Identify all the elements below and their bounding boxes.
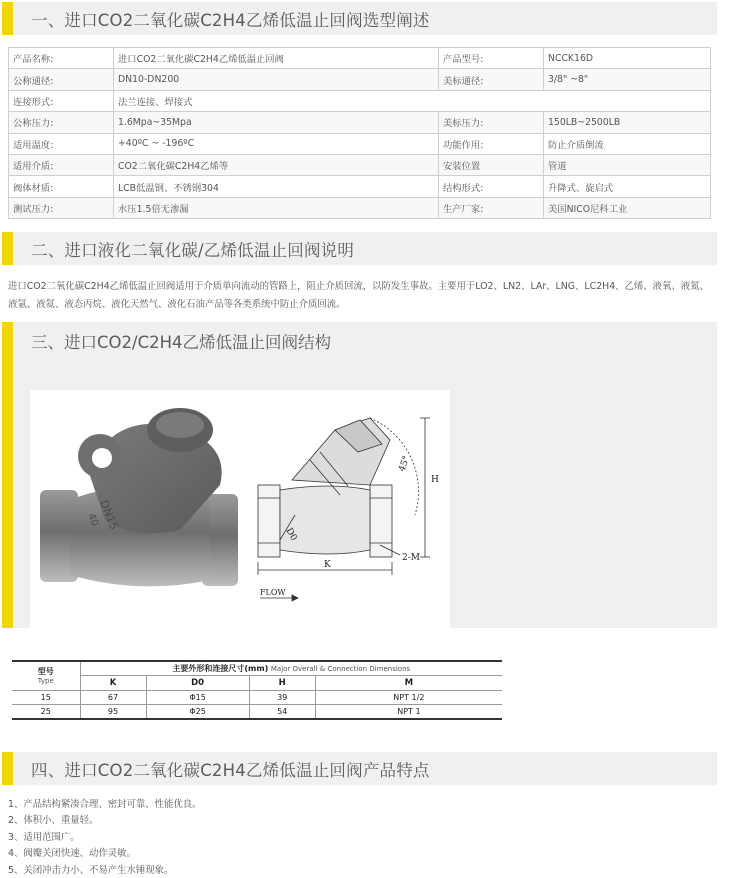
valve-illustration (30, 390, 450, 628)
dims-value: Φ15 (146, 690, 249, 705)
dims-type: 15 (12, 690, 80, 705)
spec-row (9, 69, 711, 90)
section-title: 四、进口CO2二氧化碳C2H4乙烯低温止回阀产品特点 (31, 760, 430, 780)
spec-value: DN10-DN200 (114, 69, 439, 90)
valve-image (30, 390, 450, 628)
spec-label: 阀体材质: (9, 176, 114, 197)
section-title: 一、进口CO2二氧化碳C2H4乙烯低温止回阀选型阐述 (31, 10, 430, 30)
spec-label: 功能作用: (439, 133, 544, 154)
dims-header: 主要外形和连接尺寸(mm) Major Overall & Connection Dimensions (80, 661, 502, 676)
spec-value: 法兰连接、焊接式 (114, 90, 711, 111)
spec-row (9, 90, 711, 111)
dims-value: 54 (249, 705, 315, 720)
dims-value: 67 (80, 690, 146, 705)
spec-value: 防止介质倒流 (544, 133, 711, 154)
spec-row (9, 48, 711, 69)
spec-value: CO2二氧化碳C2H4乙烯等 (114, 154, 439, 175)
spec-label: 适用温度: (9, 133, 114, 154)
feature-item: 5、关闭冲击力小、不易产生水锤现象。 (8, 864, 174, 876)
dims-value: 95 (80, 705, 146, 720)
spec-value: 进口CO2二氧化碳C2H4乙烯低温止回阀 (114, 48, 439, 69)
k-label: K (324, 560, 331, 570)
spec-label: 公称压力: (9, 112, 114, 133)
spec-value: 3/8" ~8" (544, 69, 711, 90)
spec-value: 1.6Mpa~35Mpa (114, 112, 439, 133)
valve-marking: DN15 (97, 498, 121, 532)
spec-value: 150LB~2500LB (544, 112, 711, 133)
section-title: 三、进口CO2/C2H4乙烯低温止回阀结构 (31, 333, 331, 352)
spec-label: 产品名称: (9, 48, 114, 69)
h-label: H (431, 475, 439, 485)
angle-label: 45° (397, 454, 413, 474)
spec-label: 连接形式: (9, 90, 114, 111)
spec-row (9, 154, 711, 175)
dims-column-header: K (80, 676, 146, 691)
dims-column-header: D0 (146, 676, 249, 691)
spec-value: NCCK16D (544, 48, 711, 69)
feature-item: 2、体积小、重量轻。 (8, 815, 99, 827)
section-header-features (2, 752, 717, 785)
spec-label: 产品型号: (439, 48, 544, 69)
d0-label: D0 (283, 526, 299, 543)
spec-label: 结构形式: (439, 176, 544, 197)
dimensions-table (12, 660, 502, 720)
spec-label: 生产厂家: (439, 197, 544, 218)
spec-label: 安装位置 (439, 154, 544, 175)
dims-value: NPT 1 (315, 705, 502, 720)
spec-value: LCB低温钢、不锈钢304 (114, 176, 439, 197)
features-list (8, 797, 201, 878)
accent-bar (2, 232, 13, 265)
dims-column-header: H (249, 676, 315, 691)
dims-value: 39 (249, 690, 315, 705)
valve-marking: 40 (85, 512, 101, 528)
accent-bar (2, 2, 13, 35)
spec-row (9, 176, 711, 197)
section-header-description (2, 232, 717, 265)
spec-label: 美标压力: (439, 112, 544, 133)
accent-bar (2, 322, 13, 628)
spec-table (8, 47, 711, 219)
spec-label: 美标通径: (439, 69, 544, 90)
spec-value: 水压1.5倍无渗漏 (114, 197, 439, 218)
dims-row (12, 690, 502, 705)
feature-item: 1、产品结构紧凑合理、密封可靠、性能优良。 (8, 799, 202, 810)
type-header: 型号 Type (12, 661, 80, 690)
dims-type: 25 (12, 705, 80, 720)
valve-photo (40, 408, 238, 586)
flow-label: FLOW (260, 588, 286, 597)
spec-value: 美国NICO尼科工业 (544, 197, 711, 218)
spec-value: 管道 (544, 154, 711, 175)
m-label: 2-M (402, 553, 420, 563)
spec-label: 公称通径: (9, 69, 114, 90)
description-text: 进口CO2二氧化碳C2H4乙烯低温止回阀适用于介质单向流动的管路上，阻止介质回流，以防发生事故。主要用于LO2、LN2、LAr、LNG、LC2H4、乙烯、液氧、液氮、液氩、液氦、液态丙烷、液化天然气、液化石油产品等各类系统中防止介质回流。 (8, 281, 709, 310)
accent-bar (2, 752, 13, 785)
spec-label: 适用介质: (9, 154, 114, 175)
spec-row (9, 197, 711, 218)
spec-row (9, 112, 711, 133)
section-header-selection (2, 2, 717, 35)
spec-value: 升降式、旋启式 (544, 176, 711, 197)
dims-value: Φ25 (146, 705, 249, 720)
dims-value: NPT 1/2 (315, 690, 502, 705)
feature-item: 4、阀瓣关闭快速、动作灵敏。 (8, 848, 136, 860)
spec-row (9, 133, 711, 154)
dims-column-header: M (315, 676, 502, 691)
spec-label: 测试压力: (9, 197, 114, 218)
feature-item: 3、适用范围广。 (8, 831, 80, 843)
spec-value: +40ºC ~ -196ºC (114, 133, 439, 154)
technical-drawing (258, 418, 430, 601)
dims-row (12, 705, 502, 720)
section-title: 二、进口液化二氧化碳/乙烯低温止回阀说明 (31, 240, 355, 260)
